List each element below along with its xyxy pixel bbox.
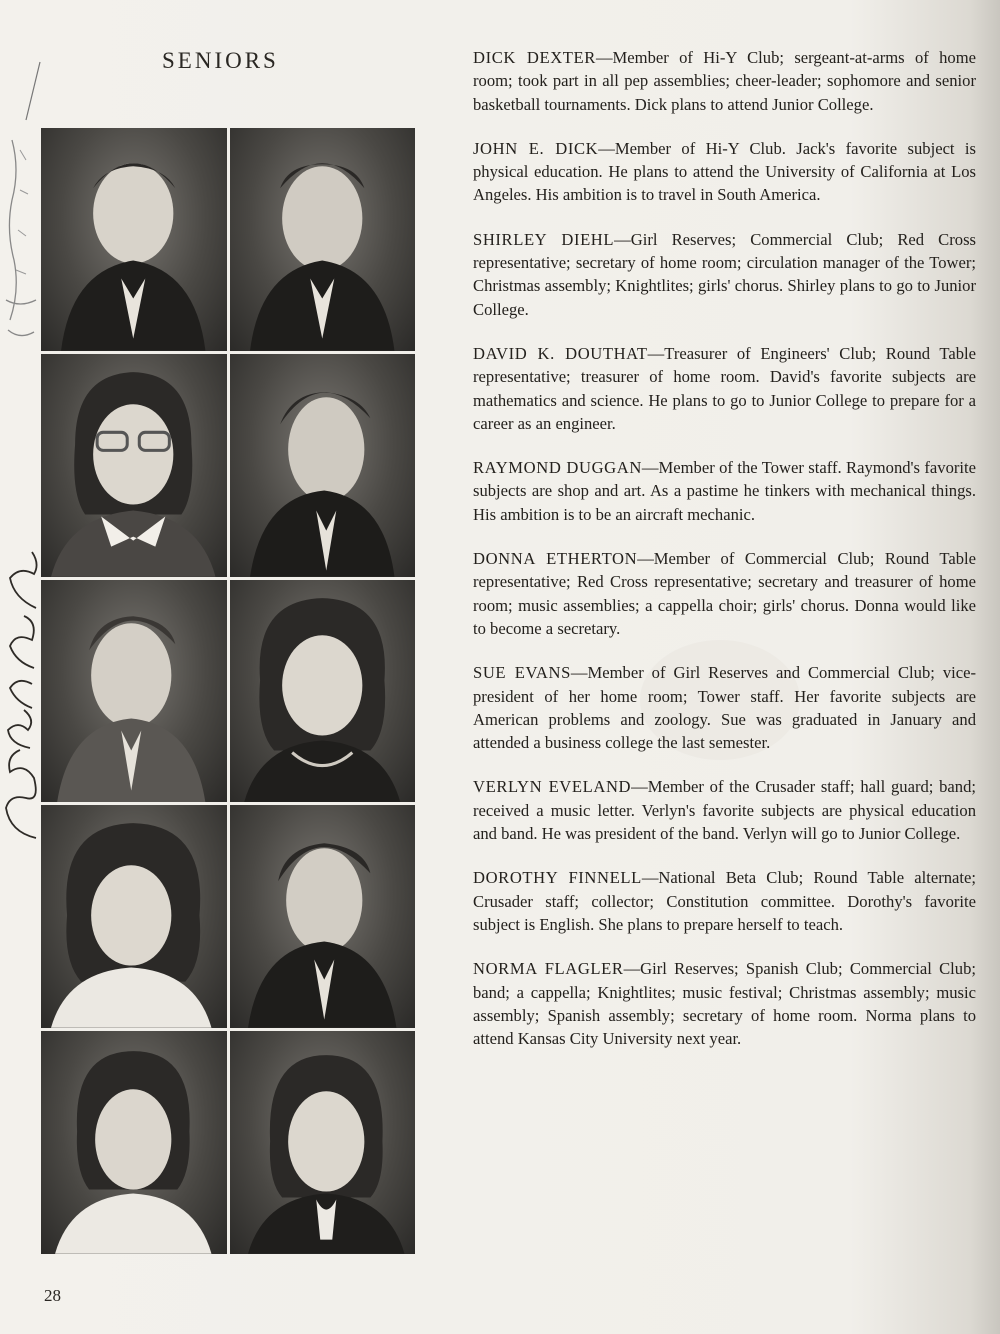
bio-text: —Treasurer of Engineers' Club; Round Table representative; treasurer of home room. David's favorite subjects are mathematics and science. He plans to go to Junior College to prepare for a career as an engineer. [473,343,977,433]
bio-text: —Member of the Crusader staff; hall guard; band; received a music letter. Verlyn's favorite subjects are physical education and band. He was president of the band. Verlyn will go to Junior College. [473,777,976,844]
bio-text: —National Beta Club; Round Table alternate; Crusader staff; collector; Constitution committee. Dorothy's favorite subject is English. She plans to prepare herself to teach. [473,868,976,934]
page-number: 28 [44,1286,61,1305]
bio-text: —Member of the Tower staff. Raymond's favorite subjects are shop and art. As a pastime he tinkers with mechanical things. His ambition is to be an aircraft mechanic. [473,458,976,524]
bio-norma-flagler [473,957,976,1050]
bio-john-e-dick [473,137,976,207]
bio-text: —Girl Reserves; Spanish Club; Commercial Club; band; a cappella; Knightlites; music festival; Christmas assembly; music assembly; Spanish assembly; secretary of home room. Norma plans to attend Kansas City University next year. [473,959,976,1049]
bio-text: —Member of Hi-Y Club. Jack's favorite subject is physical education. He plans to attend the University of California at Los Angeles. His ambition is to travel in South America. [473,138,976,205]
portrait-grid [41,128,415,1254]
bio-name: DONNA ETHERTON [473,549,638,569]
handwritten-dexter-note [2,60,42,350]
portrait-dick-dexter [41,128,227,351]
bio-text: —Member of Girl Reserves and Commercial Club; vice-president of her home room; Tower staff. Her favorite subjects are American problems and zoology. Sue was graduated in January and attended a business college the last semester. [473,663,977,753]
portrait-raymond-duggan [41,580,227,803]
portrait-dorothy-finnell [41,1031,227,1254]
bio-text: —Member of Hi-Y Club; sergeant-at-arms of home room; took part in all pep assemblies; cheer-leader; sophomore and senior basketball tournaments. Dick plans to attend Junior College. [473,48,976,114]
bio-sue-evans [473,661,976,754]
section-title: SENIORS [162,48,279,73]
portrait-david-k-douthat [230,354,416,577]
bio-david-k-douthat [473,342,976,435]
bio-text: —Girl Reserves; Commercial Club; Red Cross representative; secretary of home room; circulation manager of the Tower; Christmas assembly; Knightlites; girls' chorus. Shirley plans to go to Junior College. [473,229,976,319]
bio-text: —Member of Commercial Club; Round Table representative; Red Cross representative; secretary and treasurer of home room; music assemblies; a cappella choir; girls' chorus. Donna would like to become a secretary. [473,549,976,638]
bio-name: JOHN E. DICK [473,138,599,158]
portrait-shirley-diehl [41,354,227,577]
bio-name: DOROTHY FINNELL [473,868,642,888]
portrait-verlyn-eveland [230,805,416,1028]
portrait-donna-etherton [230,580,416,803]
bio-verlyn-eveland [473,775,976,845]
portrait-sue-evans [41,805,227,1028]
bio-name: RAYMOND DUGGAN [473,458,642,478]
bio-name: DICK DEXTER [473,48,596,67]
bio-name: VERLYN EVELAND [473,777,632,797]
bio-name: SHIRLEY DIEHL [473,229,615,249]
bio-name: SUE EVANS [473,663,571,683]
portrait-john-e-dick [230,128,416,351]
bio-name: DAVID K. DOUTHAT [473,343,648,363]
bio-dorothy-finnell [473,866,976,936]
handwritten-signature [0,548,46,848]
portrait-norma-flagler [230,1031,416,1254]
bio-dick-dexter [473,46,976,116]
bio-donna-etherton [473,547,976,640]
bio-name: NORMA FLAGLER [473,959,624,979]
senior-bios [473,46,976,1071]
bio-shirley-diehl [473,228,976,321]
bio-raymond-duggan [473,456,976,526]
